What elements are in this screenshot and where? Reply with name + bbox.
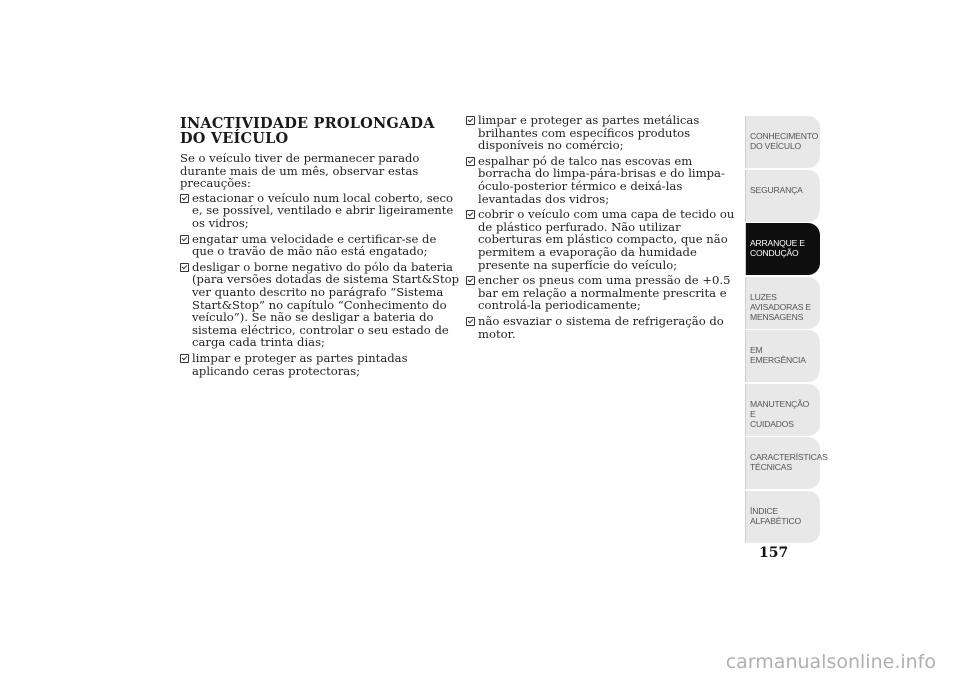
tab-luzes[interactable]: LUZES AVISADORAS E MENSAGENS — [745, 277, 820, 329]
list-item — [466, 155, 746, 205]
section-heading: INACTIVIDADE PROLONGADA DO VEÍCULO — [180, 115, 435, 147]
list-item-text: espalhar pó de talco nas escovas em borracha do limpa-pára-brisas e do limpa-óculo-posterior térmico e deixá-las levantadas dos vidros; — [478, 153, 725, 206]
checkbox-bullet-icon — [466, 157, 475, 166]
tab-conhecimento[interactable]: CONHECIMENTO DO VEÍCULO — [745, 116, 820, 168]
list-item-text: limpar e proteger as partes metálicas brilhantes com específicos produtos disponíveis no comércio; — [478, 113, 700, 153]
checkbox-bullet-icon — [466, 317, 475, 326]
precautions-list-left — [180, 192, 460, 377]
checkbox-bullet-icon — [466, 276, 475, 285]
list-item — [180, 233, 460, 258]
tab-arranque-active[interactable]: ARRANQUE E CONDUÇÃO — [745, 223, 820, 275]
list-item-text: encher os pneus com uma pressão de +0.5 bar em relação a normalmente prescrita e controlá-la periodicamente; — [478, 273, 731, 313]
list-item — [466, 315, 746, 340]
precautions-list-right — [466, 114, 746, 340]
tab-caracteristicas[interactable]: CARACTERÍSTICAS TÉCNICAS — [745, 437, 820, 489]
intro-paragraph: Se o veículo tiver de permanecer parado durante mais de um mês, observar estas precauções: — [180, 151, 420, 191]
right-column — [466, 114, 746, 343]
watermark: carmanualsonline.info — [725, 651, 936, 673]
list-item-text: desligar o borne negativo do pólo da bateria (para versões dotadas de sistema Start&Stop ver quanto descrito no parágrafo “Sistema Start&Stop” no capítulo “Conhecimento do veículo”). Se não se desligar a bateria do sistema eléctrico, controlar o seu estado de carga cada trinta dias; — [192, 259, 460, 350]
tab-seguranca[interactable]: SEGURANÇA — [745, 170, 820, 222]
list-item-text: não esvaziar o sistema de refrigeração do motor. — [478, 313, 724, 341]
list-item — [180, 192, 460, 230]
list-item-text: engatar uma velocidade e certificar-se de que o travão de mão não está engatado; — [192, 231, 437, 259]
list-item — [466, 208, 746, 271]
checkbox-bullet-icon — [180, 235, 189, 244]
checkbox-bullet-icon — [466, 210, 475, 219]
list-item-text: cobrir o veículo com uma capa de tecido ou de plástico perfurado. Não utilizar coberturas em plástico compacto, que não permitem a evaporação da humidade presente na superfície do veículo; — [478, 207, 735, 272]
list-item — [180, 352, 460, 377]
checkbox-bullet-icon — [180, 263, 189, 272]
list-item — [466, 114, 746, 152]
checkbox-bullet-icon — [180, 194, 189, 203]
tab-indice[interactable]: ÍNDICE ALFABÉTICO — [745, 491, 820, 543]
chapter-tabs — [745, 116, 828, 544]
tab-manutencao[interactable]: MANUTENÇÃO E CUIDADOS — [745, 384, 820, 436]
list-item — [466, 274, 746, 312]
list-item — [180, 261, 460, 349]
checkbox-bullet-icon — [466, 116, 475, 125]
checkbox-bullet-icon — [180, 354, 189, 363]
page-number: 157 — [759, 545, 789, 561]
tab-emergencia[interactable]: EM EMERGÊNCIA — [745, 330, 820, 382]
left-column — [180, 116, 460, 380]
list-item-text: estacionar o veículo num local coberto, seco e, se possível, ventilado e abrir ligeiramente os vidros; — [192, 190, 454, 230]
list-item-text: limpar e proteger as partes pintadas aplicando ceras protectoras; — [192, 350, 408, 378]
